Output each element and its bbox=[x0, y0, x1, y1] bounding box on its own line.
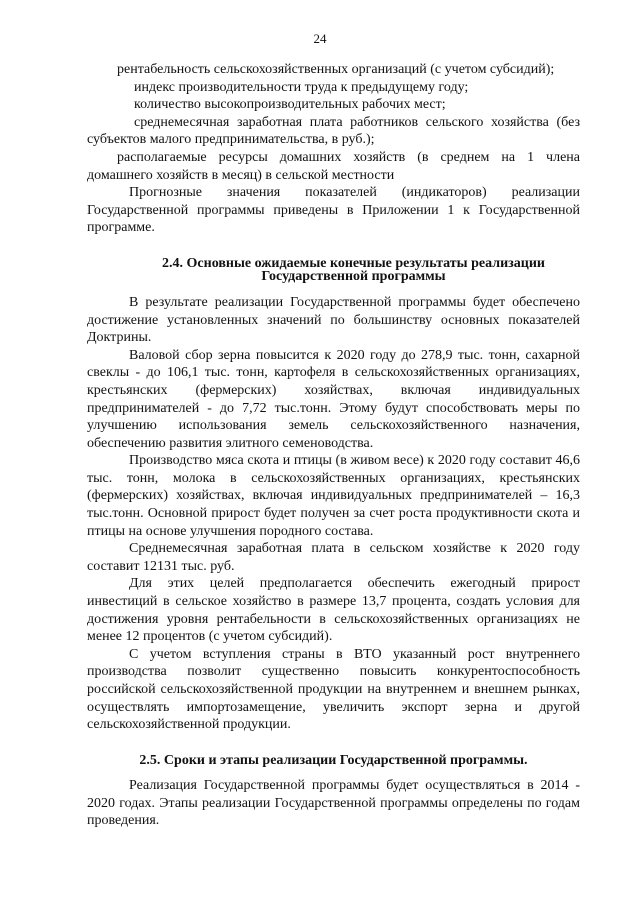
list-item-average-salary: среднемесячная заработная плата работников сельского хозяйства (без субъектов малого предпринимательства, в руб.); bbox=[87, 114, 580, 148]
section-2-4-paragraph-1: В результате реализации Государственной программы будет обеспечено достижение установленных значений по большинству основных показателей Доктрины. bbox=[87, 294, 580, 346]
section-2-4-paragraph-2: Валовой сбор зерна повысится к 2020 году до 278,9 тыс. тонн, сахарной свеклы - до 106,1 тыс. тонн, картофеля в сельскохозяйственных организациях, крестьянских (фермерских) хозяйствах, включая индивидуальных предпринимателей - до 7,72 тыс.тонн. Этому будут способствовать меры по улучшению использования земель сельскохозяйственного назначения, обеспечению развития элитного семеноводства. bbox=[87, 347, 580, 451]
list-item-productivity-index: индекс производительности труда к предыдущему году; bbox=[134, 79, 469, 95]
section-heading-2-5: 2.5. Сроки и этапы реализации Государственной программы. bbox=[139, 752, 528, 768]
page-content bbox=[87, 61, 580, 830]
list-item-household-resources: располагаемые ресурсы домашних хозяйств (в среднем на 1 члена домашнего хозяйств в месяц) в сельской местности bbox=[87, 149, 580, 183]
page-number: 24 bbox=[313, 31, 327, 46]
section-2-4-paragraph-3: Производство мяса скота и птицы (в живом весе) к 2020 году составит 46,6 тыс. тонн, молока в сельскохозяйственных организациях, крестьянских (фермерских) хозяйствах, включая индивидуальных предпринимателей – 16,3 тыс.тонн. Основной прирост будет получен за счет роста продуктивности скота и птицы на основе улучшения породного состава. bbox=[87, 453, 580, 539]
section-2-5-paragraph-1: Реализация Государственной программы будет осуществляться в 2014 - 2020 годах. Этапы реализации Государственной программы определены по годам проведения. bbox=[87, 778, 580, 829]
section-2-4-paragraph-5: Для этих целей предполагается обеспечить ежегодный прирост инвестиций в сельское хозяйство в размере 13,7 процента, создать условия для достижения уровня рентабельности в сельскохозяйственных организациях не менее 12 процентов (с учетом субсидий). bbox=[87, 576, 580, 645]
intro-paragraph: Прогнозные значения показателей (индикаторов) реализации Государственной программы приведены в Приложении 1 к Государственной программе. bbox=[87, 185, 580, 236]
list-item-high-performance-jobs: количество высокопроизводительных рабочих мест; bbox=[134, 97, 446, 113]
section-2-4-paragraph-6: С учетом вступления страны в ВТО указанный рост внутреннего производства позволит существенно повысить конкурентоспособность российской сельскохозяйственной продукции на внутреннем и внешнем рынках, осуществлять импортозамещение, увеличить экспорт зерна и другой сельскохозяйственной продукции. bbox=[87, 646, 580, 733]
list-item-profitability: рентабельность сельскохозяйственных организаций (с учетом субсидий); bbox=[117, 62, 555, 77]
section-2-4-paragraph-4: Среднемесячная заработная плата в сельском хозяйстве к 2020 году составит 12131 тыс. руб. bbox=[87, 541, 580, 574]
section-heading-2-4: 2.4. Основные ожидаемые конечные результаты реализации Государственной программы bbox=[162, 255, 545, 285]
